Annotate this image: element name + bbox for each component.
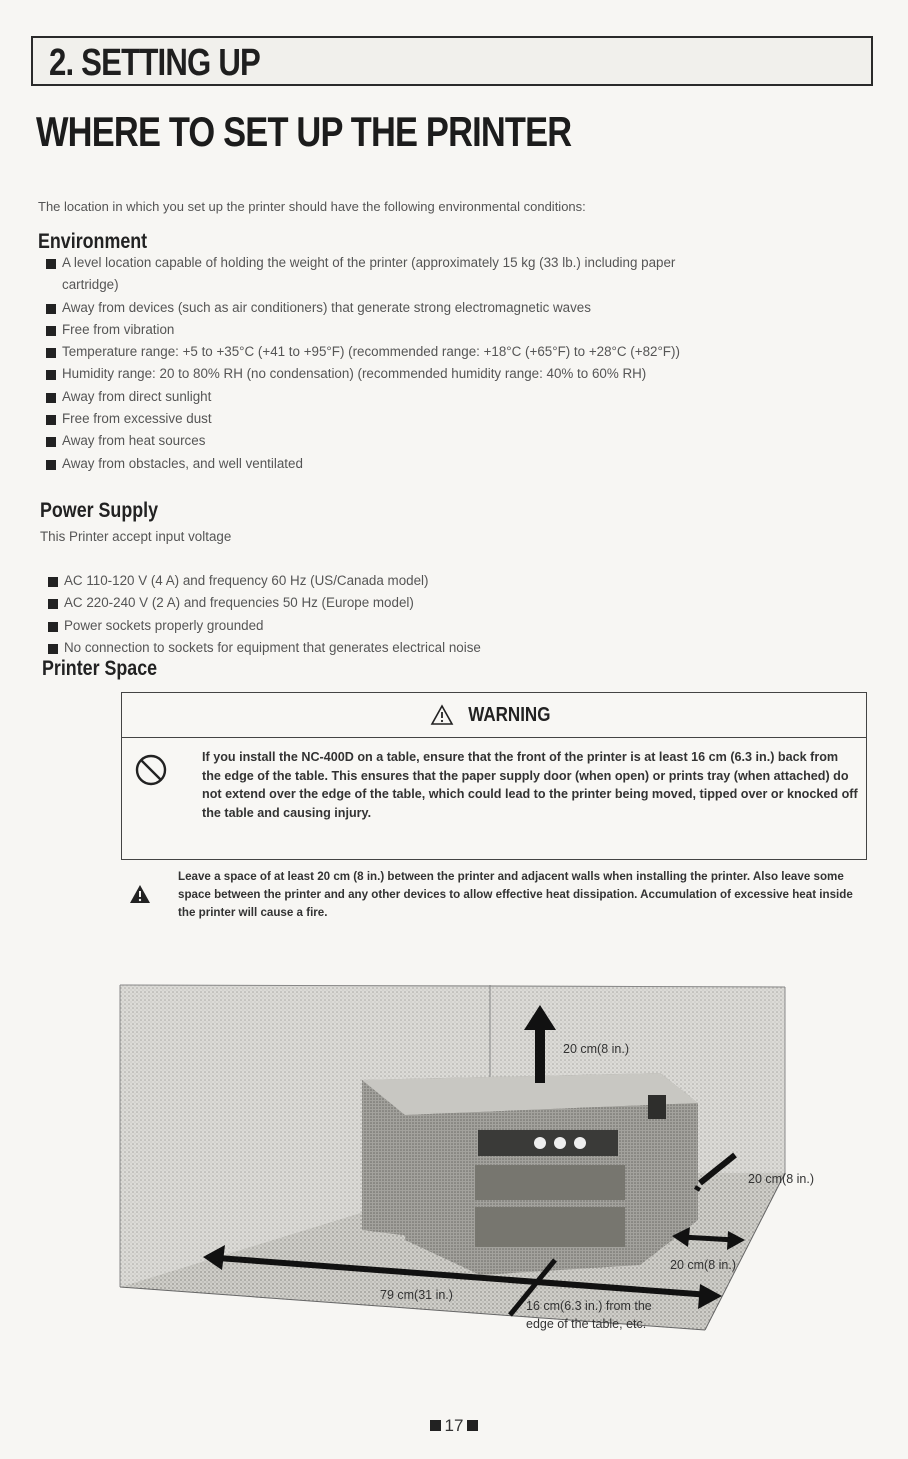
page-number-square-icon (467, 1420, 478, 1431)
chapter-title: 2. SETTING UP (49, 42, 260, 84)
environment-list (42, 252, 862, 475)
page-title: WHERE TO SET UP THE PRINTER (36, 108, 572, 155)
bullet-icon (46, 259, 56, 269)
list-item: Away from direct sunlight (42, 386, 862, 408)
caution-icon (129, 884, 151, 904)
bullet-icon (46, 415, 56, 425)
front-clearance-label-line1: 16 cm(6.3 in.) from the (526, 1299, 652, 1313)
list-item: Temperature range: +5 to +35°C (+41 to +95°F) (recommended range: +18°C (+65°F) to +28°C (+82°F)) (42, 341, 862, 363)
power-supply-intro: This Printer accept input voltage (40, 529, 232, 544)
bullet-icon (48, 599, 58, 609)
bullet-icon (48, 577, 58, 587)
bullet-icon (46, 393, 56, 403)
bullet-icon (46, 304, 56, 314)
chapter-header (31, 36, 873, 86)
list-item: AC 220-240 V (2 A) and frequencies 50 Hz (Europe model) (44, 592, 864, 614)
warning-header (122, 693, 866, 738)
printer-space-diagram (100, 975, 814, 1355)
intro-text: The location in which you set up the printer should have the following environmental conditions: (38, 199, 586, 214)
back-clearance-label: 20 cm(8 in.) (748, 1172, 814, 1186)
list-item: Free from excessive dust (42, 408, 862, 430)
list-item: AC 110-120 V (4 A) and frequency 60 Hz (US/Canada model) (44, 570, 864, 592)
side-clearance-label: 20 cm(8 in.) (670, 1258, 736, 1272)
list-item: Away from heat sources (42, 430, 862, 452)
printer-space-heading: Printer Space (42, 657, 158, 680)
power-supply-heading: Power Supply (40, 499, 159, 522)
bullet-icon (46, 348, 56, 358)
width-label: 79 cm(31 in.) (380, 1288, 453, 1302)
environment-heading: Environment (38, 230, 148, 253)
list-item: Power sockets properly grounded (44, 615, 864, 637)
top-clearance-label: 20 cm(8 in.) (563, 1042, 629, 1056)
bullet-icon (46, 326, 56, 336)
list-item-continuation: cartridge) (62, 277, 119, 293)
caution-text: Leave a space of at least 20 cm (8 in.) between the printer and adjacent walls when installing the printer. Also leave some space between the printer and any other devices to allow effective heat dissipation. Accumulation of excessive heat inside the printer will cause a fire. (178, 870, 853, 919)
bullet-icon (46, 370, 56, 380)
list-item: Humidity range: 20 to 80% RH (no condensation) (recommended humidity range: 40% to 60% RH) (42, 363, 862, 385)
bullet-icon (48, 622, 58, 632)
page-number: 17 (0, 1416, 908, 1436)
list-item: A level location capable of holding the weight of the printer (approximately 15 kg (33 lb.) including paper (42, 252, 862, 274)
bullet-icon (46, 437, 56, 447)
warning-text: If you install the NC-400D on a table, ensure that the front of the printer is at least 16 cm (6.3 in.) back from the edge of the table. This ensures that the paper supply door (when open) or prints tray (when attached) do not extend over the edge of the table, which could lead to the printer being moved, tipped over or knocked off the table and causing injury. (202, 750, 858, 820)
front-clearance-label-line2: edge of the table, etc. (526, 1317, 647, 1331)
list-item: Away from devices (such as air conditioners) that generate strong electromagnetic waves (42, 297, 862, 319)
warning-triangle-icon (431, 705, 453, 725)
warning-box (121, 692, 867, 860)
warning-label: WARNING (467, 703, 551, 726)
prohibited-icon (134, 753, 168, 787)
list-item: No connection to sockets for equipment that generates electrical noise (44, 637, 864, 659)
bullet-icon (48, 644, 58, 654)
bullet-icon (46, 460, 56, 470)
power-supply-list (44, 570, 864, 659)
list-item: Away from obstacles, and well ventilated (42, 453, 862, 475)
page-number-square-icon (430, 1420, 441, 1431)
list-item: Free from vibration (42, 319, 862, 341)
